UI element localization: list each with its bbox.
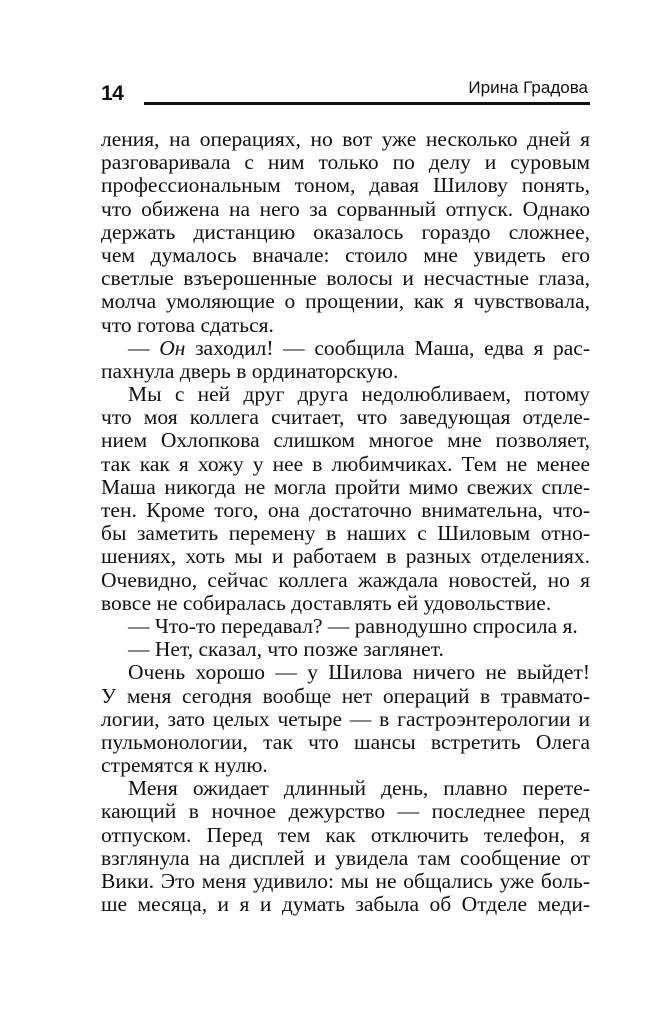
text-line: Меня ожидает длинный день, плавно перете- (128, 776, 590, 801)
text-line: вовсе не собиралась доставлять ей удовольствие. (101, 590, 552, 615)
text-line: — Нет, сказал, что позже заглянет. (128, 637, 444, 662)
text-line: ления, на операциях, но вот уже несколько дней я (101, 127, 590, 151)
text-line: светлые взъерошенные волосы и несчастные глаза, (101, 266, 590, 291)
text-line: что готова сдаться. (101, 312, 274, 337)
text-line: — Он заходил! — сообщила Маша, едва я рас- (128, 335, 591, 360)
text-line: Маша никогда не могла пройти мимо свежих спле- (101, 474, 590, 499)
text-line: пульмонологии, так что шансы встретить Олега (101, 729, 590, 754)
body-text (101, 128, 590, 916)
text-line: разговаривала с ним только по делу и суровым (101, 150, 590, 175)
text-line: взглянула на дисплей и увидела там сообщение от (101, 845, 590, 870)
text-line: кающий в ночное дежурство — последнее перед (101, 799, 590, 824)
text-line: нием Охлопкова слишком многое мне позволяет, (101, 428, 590, 453)
text-line: тен. Кроме того, она достаточно внимательна, что- (101, 498, 590, 522)
text-line: У меня сегодня вообще нет операций в травмато- (101, 683, 590, 708)
text-line: отпуском. Перед тем как отключить телефон, я (101, 822, 590, 847)
text-line: Очевидно, сейчас коллега жаждала новостей, но я (101, 567, 590, 592)
text-line: Мы с ней друг друга недолюбливаем, потому (128, 382, 590, 407)
text-line: что обижена на него за сорванный отпуск. Однако (101, 196, 590, 221)
text-line: так как я хожу у нее в любимчиках. Тем не менее (101, 451, 590, 476)
paragraph (101, 615, 590, 638)
paragraph (101, 337, 590, 383)
text-line: профессиональным тоном, давая Шилову понять, (101, 173, 590, 198)
header-rule (144, 102, 590, 105)
paragraph (101, 638, 590, 661)
paragraph (101, 661, 590, 777)
running-head-author: Ирина Градова (468, 78, 588, 97)
text-line: логии, зато целых четыре — в гастроэнтерологии и (101, 706, 590, 731)
page-number: 14 (101, 82, 124, 105)
text-line: чем думалось вначале: стоило мне увидеть его (101, 242, 590, 267)
text-line: ше месяца, и я и думать забыла об Отделе меди- (101, 892, 590, 917)
paragraph (101, 383, 590, 615)
text-line: пахнула дверь в ординаторскую. (101, 358, 399, 383)
text-line: что моя коллега считает, что заведующая отделе- (101, 405, 590, 430)
text-line: стремятся к нулю. (101, 753, 268, 778)
text-line: Очень хорошо — у Шилова ничего не выйдет! (128, 660, 590, 685)
text-line: бы заметить перемену в наших с Шиловым отно- (101, 521, 590, 546)
text-line: Вики. Это меня удивило: мы не общались уже боль- (101, 869, 590, 893)
paragraph (101, 777, 590, 916)
text-line: шениях, хоть мы и работаем в разных отделениях. (101, 544, 590, 569)
text-line: держать дистанцию оказалось гораздо сложнее, (101, 219, 590, 244)
text-line: — Что-то передавал? — равнодушно спросила я. (128, 613, 578, 638)
text-line: молча умоляющие о прощении, как я чувствовала, (101, 289, 590, 314)
paragraph (101, 128, 590, 337)
